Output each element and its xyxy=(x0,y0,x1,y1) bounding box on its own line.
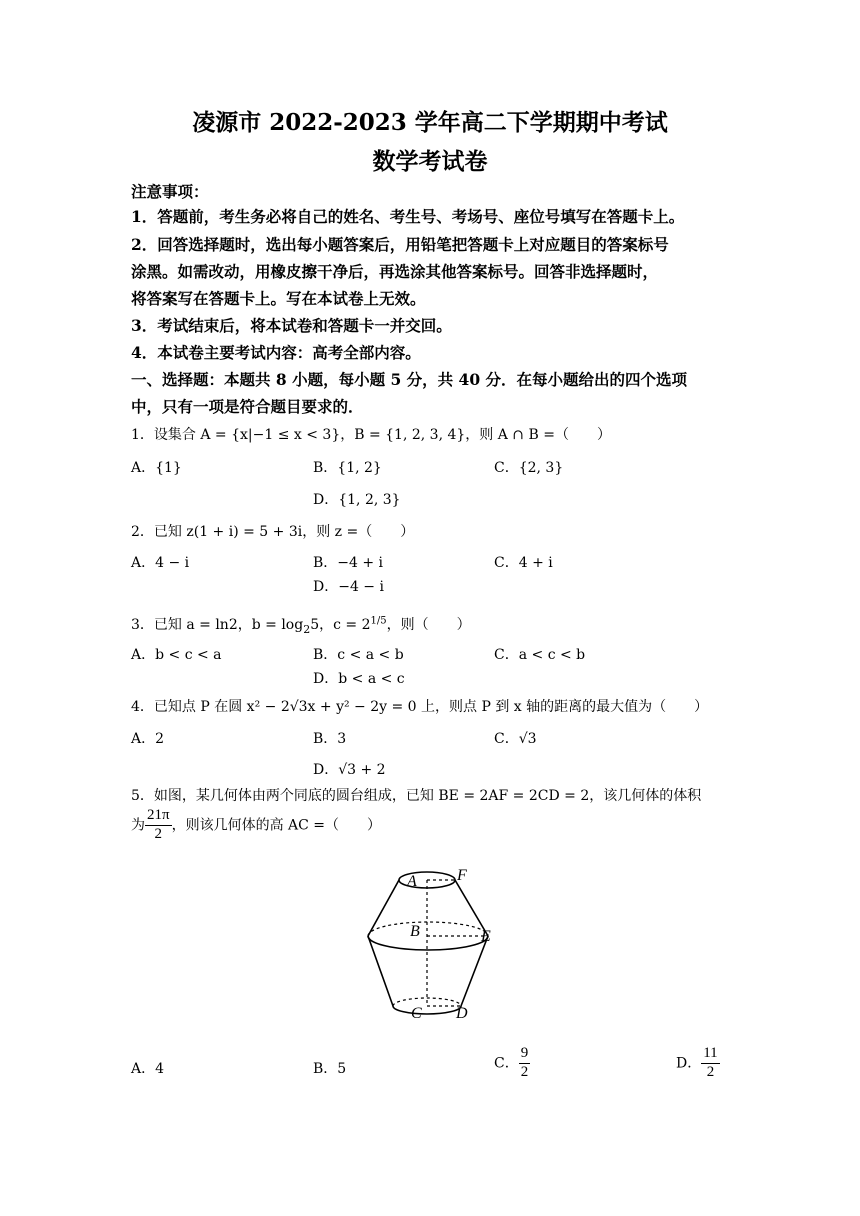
option-d-label: D． xyxy=(676,1055,702,1072)
question-5-option-b: B．5 xyxy=(313,1061,347,1077)
question-3-stem-part-2: 5，c = 2 xyxy=(310,617,371,633)
question-4-stem: 4．已知点 P 在圆 x² − 2√3x + y² − 2y = 0 上，则点 P 到 x 轴的距离的最大值为（ ） xyxy=(131,699,709,715)
exam-subtitle: 数学考试卷 xyxy=(372,148,488,175)
exponent: 1/5 xyxy=(370,615,387,627)
question-2-option-c: C．4 + i xyxy=(494,555,553,571)
question-3-option-d: D．b < a < c xyxy=(313,671,405,687)
exam-title: 凌源市 2022-2023 学年高二下学期期中考试 xyxy=(192,109,668,136)
notes-heading: 注意事项： xyxy=(131,182,209,201)
question-5-option-a: A．4 xyxy=(131,1061,165,1077)
note-2-line-1: 2．回答选择题时，选出每小题答案后，用铅笔把答题卡上对应题目的答案标号 xyxy=(131,235,669,254)
note-2-line-3: 将答案写在答题卡上。写在本试卷上无效。 xyxy=(131,289,426,308)
question-3-stem-part-1: 3．已知 a = ln2，b = log xyxy=(131,617,304,633)
question-3-stem xyxy=(131,614,471,636)
label-a: A xyxy=(407,873,417,890)
label-f: F xyxy=(457,867,467,884)
question-5-option-c xyxy=(494,1046,530,1081)
question-5-stem-line-2 xyxy=(131,808,381,843)
question-2-stem: 2．已知 z(1 + i) = 5 + 3i，则 z =（ ） xyxy=(131,524,415,540)
question-4-option-b: B．3 xyxy=(313,731,347,747)
label-b: B xyxy=(410,923,420,940)
question-5-stem-suffix: ，则该几何体的高 AC =（ ） xyxy=(171,817,382,834)
question-1-option-a: A．{1} xyxy=(131,460,182,476)
question-3-option-c: C．a < c < b xyxy=(494,647,586,663)
question-5-stem-line-1: 5．如图，某几何体由两个同底的圆台组成，已知 BE = 2AF = 2CD = 2，该几何体的体积 xyxy=(131,788,702,804)
question-3-option-b: B．c < a < b xyxy=(313,647,404,663)
label-d: D xyxy=(456,1005,468,1022)
solid-figure xyxy=(355,860,515,1030)
question-1-option-d: D．{1, 2, 3} xyxy=(313,492,401,508)
middle-circle-back xyxy=(368,922,488,936)
note-2-line-2: 涂黑。如需改动，用橡皮擦干净后，再选涂其他答案标号。回答非选择题时， xyxy=(131,262,659,281)
question-4-option-a: A．2 xyxy=(131,731,165,747)
volume-denominator: 2 xyxy=(154,825,163,842)
volume-numerator: 21π xyxy=(145,808,172,826)
question-1-option-c: C．{2, 3} xyxy=(494,460,564,476)
note-1: 1．答题前，考生务必将自己的姓名、考生号、考场号、座位号填写在答题卡上。 xyxy=(131,207,685,226)
question-2-option-d: D．−4 − i xyxy=(313,579,384,595)
option-c-fraction xyxy=(519,1046,531,1081)
question-4-option-c: C．√3 xyxy=(494,731,537,747)
option-c-numerator: 9 xyxy=(519,1046,531,1064)
volume-fraction xyxy=(145,808,172,843)
question-5-stem-prefix: 为 xyxy=(131,817,145,834)
log-base: 2 xyxy=(303,622,311,636)
section-heading-line-1: 一、选择题：本题共 8 小题，每小题 5 分，共 40 分．在每小题给出的四个选项 xyxy=(131,370,688,389)
option-d-fraction xyxy=(701,1046,719,1081)
option-d-denominator: 2 xyxy=(706,1063,715,1080)
question-1-stem: 1．设集合 A = {x|−1 ≤ x < 3}，B = {1, 2, 3, 4}，则 A ∩ B =（ ） xyxy=(131,427,611,443)
option-c-denominator: 2 xyxy=(520,1063,529,1080)
question-2-option-a: A．4 − i xyxy=(131,555,190,571)
question-3-option-a: A．b < c < a xyxy=(131,647,222,663)
section-heading-line-2: 中，只有一项是符合题目要求的． xyxy=(131,397,364,416)
bottom-circle-front xyxy=(393,1006,461,1014)
middle-circle-front xyxy=(368,936,488,950)
question-3-stem-part-3: ，则（ ） xyxy=(386,617,471,633)
option-c-label: C． xyxy=(494,1055,519,1072)
note-4: 4．本试卷主要考试内容：高考全部内容。 xyxy=(131,343,421,362)
label-c: C xyxy=(411,1005,422,1022)
upper-left-edge xyxy=(368,880,399,936)
question-2-option-b: B．−4 + i xyxy=(313,555,384,571)
option-d-numerator: 11 xyxy=(701,1046,719,1064)
note-3: 3．考试结束后，将本试卷和答题卡一并交回。 xyxy=(131,316,452,335)
question-4-option-d: D．√3 + 2 xyxy=(313,762,386,778)
question-5-option-d xyxy=(676,1046,720,1081)
label-e: E xyxy=(481,928,491,945)
question-1-option-b: B．{1, 2} xyxy=(313,460,382,476)
